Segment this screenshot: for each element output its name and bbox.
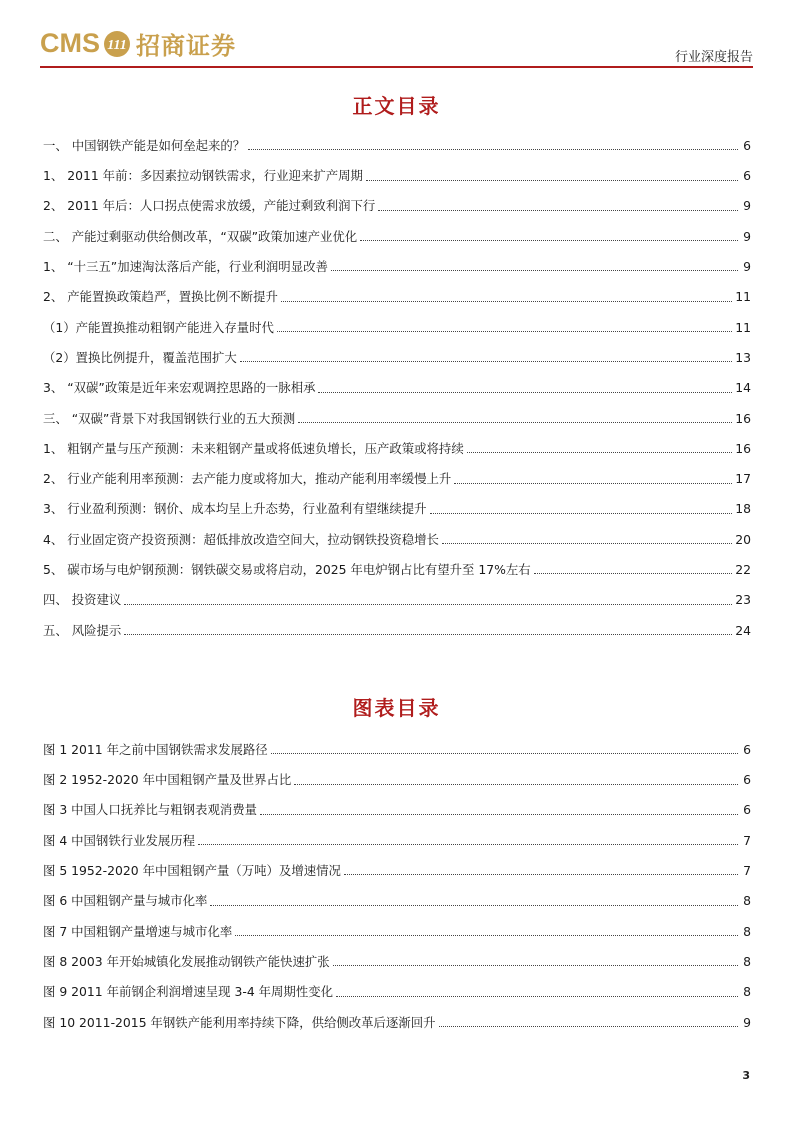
toc-entry-label: 2、 2011 年后：人口拐点使需求放缓，产能过剩致利润下行 <box>43 198 376 214</box>
dot-leader <box>467 451 733 453</box>
figure-toc-entry-label: 图 1 2011 年之前中国钢铁需求发展路径 <box>43 741 268 757</box>
dot-leader <box>333 964 738 966</box>
toc-entry-page: 22 <box>735 562 751 578</box>
toc-entry-label: 2、 行业产能利用率预测：去产能力度或将加大，推动产能利用率缓慢上升 <box>43 471 452 487</box>
toc-entry[interactable] <box>43 185 751 215</box>
dot-leader <box>294 783 738 785</box>
toc-entry-label: 1、 “十三五”加速淘汰落后产能，行业利润明显改善 <box>43 259 328 275</box>
page-header <box>0 0 793 70</box>
company-logo <box>40 26 236 61</box>
toc-entry[interactable] <box>43 488 751 518</box>
toc-entry-label: 三、 “双碳”背景下对我国钢铁行业的五大预测 <box>43 410 296 426</box>
toc-entry[interactable] <box>43 245 751 275</box>
toc-entry[interactable] <box>43 609 751 639</box>
toc-entry-page: 9 <box>743 228 751 244</box>
figure-toc-entry[interactable] <box>43 849 751 879</box>
figure-toc-entry-page: 7 <box>743 863 751 879</box>
figure-toc-entry-page: 8 <box>743 893 751 909</box>
figure-toc-entry-page: 6 <box>743 802 751 818</box>
figure-toc-entry-page: 8 <box>743 923 751 939</box>
toc-entry-label: 一、 中国钢铁产能是如何垒起来的？ <box>43 137 246 153</box>
toc-entry[interactable] <box>43 215 751 245</box>
toc-entry-page: 23 <box>735 592 751 608</box>
main-toc-list <box>43 124 751 639</box>
toc-entry-page: 9 <box>743 198 751 214</box>
dot-leader <box>534 572 733 574</box>
toc-entry-label: 5、 碳市场与电炉钢预测：钢铁碳交易或将启动，2025 年电炉钢占比有望升至 17%左右 <box>43 562 531 578</box>
toc-entry[interactable] <box>43 366 751 396</box>
dot-leader <box>260 813 738 815</box>
toc-entry-page: 11 <box>735 289 751 305</box>
dot-leader <box>198 843 738 845</box>
toc-entry-page: 9 <box>743 259 751 275</box>
figure-toc-entry[interactable] <box>43 819 751 849</box>
logo-badge-icon <box>103 30 131 58</box>
toc-entry-label: 3、 行业盈利预测：钢价、成本均呈上升态势，行业盈利有望继续提升 <box>43 501 427 517</box>
dot-leader <box>124 603 732 605</box>
figure-toc-entry-label: 图 9 2011 年前钢企利润增速呈现 3-4 年周期性变化 <box>43 984 333 1000</box>
figure-toc-entry-page: 7 <box>743 832 751 848</box>
figure-toc-entry-page: 6 <box>743 741 751 757</box>
figure-toc-entry[interactable] <box>43 1001 751 1031</box>
figure-toc-entry[interactable] <box>43 940 751 970</box>
dot-leader <box>336 995 738 997</box>
figure-toc-entry[interactable] <box>43 758 751 788</box>
toc-entry-page: 18 <box>735 501 751 517</box>
figure-toc-entry[interactable] <box>43 910 751 940</box>
toc-entry-label: 2、 产能置换政策趋严，置换比例不断提升 <box>43 289 278 305</box>
toc-entry-page: 6 <box>743 137 751 153</box>
svg-text:111: 111 <box>107 37 127 53</box>
toc-entry-page: 16 <box>735 440 751 456</box>
toc-entry-label: （2）置换比例提升，覆盖范围扩大 <box>43 349 237 365</box>
toc-entry[interactable] <box>43 275 751 305</box>
toc-entry-page: 16 <box>735 410 751 426</box>
figure-toc-entry-label: 图 7 中国粗钢产量增速与城市化率 <box>43 923 233 939</box>
header-divider <box>40 66 753 68</box>
dot-leader <box>240 360 732 362</box>
figure-toc-entry-label: 图 8 2003 年开始城镇化发展推动钢铁产能快速扩张 <box>43 953 330 969</box>
toc-entry-page: 24 <box>735 622 751 638</box>
toc-entry[interactable] <box>43 578 751 608</box>
toc-entry-label: 3、 “双碳”政策是近年来宏观调控思路的一脉相承 <box>43 380 316 396</box>
figure-toc-entry[interactable] <box>43 789 751 819</box>
figure-toc-entry-label: 图 6 中国粗钢产量与城市化率 <box>43 893 208 909</box>
report-type-label: 行业深度报告 <box>674 50 753 65</box>
toc-entry-label: （1）产能置换推动粗钢产能进入存量时代 <box>43 319 274 335</box>
dot-leader <box>318 391 732 393</box>
dot-leader <box>235 934 738 936</box>
toc-entry[interactable] <box>43 306 751 336</box>
figure-toc-entry[interactable] <box>43 970 751 1000</box>
figure-toc-entry-label: 图 2 1952-2020 年中国粗钢产量及世界占比 <box>43 772 292 788</box>
toc-entry[interactable] <box>43 124 751 154</box>
toc-entry[interactable] <box>43 457 751 487</box>
logo-latin-text: CMS <box>40 28 100 58</box>
toc-entry-label: 1、 粗钢产量与压产预测：未来粗钢产量或将低速负增长，压产政策或将持续 <box>43 440 464 456</box>
dot-leader <box>430 512 733 514</box>
toc-entry-page: 17 <box>735 471 751 487</box>
toc-entry-page: 13 <box>735 349 751 365</box>
dot-leader <box>248 148 738 150</box>
dot-leader <box>277 330 732 332</box>
figure-toc-entry[interactable] <box>43 728 751 758</box>
toc-entry-label: 二、 产能过剩驱动供给侧改革，“双碳”政策加速产业优化 <box>43 228 358 244</box>
figure-toc-title: 图表目录 <box>352 696 441 720</box>
toc-entry-label: 4、 行业固定资产投资预测：超低排放改造空间大，拉动钢铁投资稳增长 <box>43 531 439 547</box>
toc-entry-page: 20 <box>735 531 751 547</box>
toc-entry[interactable] <box>43 154 751 184</box>
figure-toc-entry-label: 图 3 中国人口抚养比与粗钢表观消费量 <box>43 802 258 818</box>
toc-entry[interactable] <box>43 518 751 548</box>
figure-toc-entry-label: 图 5 1952-2020 年中国粗钢产量（万吨）及增速情况 <box>43 863 341 879</box>
page-number: 3 <box>742 1069 750 1082</box>
figure-toc-entry-page: 8 <box>743 953 751 969</box>
dot-leader <box>360 239 738 241</box>
dot-leader <box>378 209 738 211</box>
toc-entry[interactable] <box>43 336 751 366</box>
dot-leader <box>331 269 738 271</box>
dot-leader <box>210 904 738 906</box>
dot-leader <box>344 873 738 875</box>
figure-toc-entry-label: 图 4 中国钢铁行业发展历程 <box>43 832 196 848</box>
toc-entry[interactable] <box>43 548 751 578</box>
figure-toc-entry[interactable] <box>43 879 751 909</box>
dot-leader <box>442 542 732 544</box>
toc-entry-page: 6 <box>743 168 751 184</box>
figure-toc-entry-page: 9 <box>743 1014 751 1030</box>
toc-entry-page: 11 <box>735 319 751 335</box>
dot-leader <box>281 300 732 302</box>
figure-toc-entry-page: 8 <box>743 984 751 1000</box>
dot-leader <box>439 1025 739 1027</box>
toc-entry-label: 1、 2011 年前：多因素拉动钢铁需求，行业迎来扩产周期 <box>43 168 363 184</box>
main-toc-title: 正文目录 <box>352 94 441 118</box>
logo-chinese-text: 招商证券 <box>136 31 236 60</box>
figure-toc-entry-label: 图 10 2011-2015 年钢铁产能利用率持续下降，供给侧改革后逐渐回升 <box>43 1014 436 1030</box>
toc-entry[interactable] <box>43 397 751 427</box>
toc-entry-label: 五、 风险提示 <box>43 622 122 638</box>
dot-leader <box>124 633 732 635</box>
dot-leader <box>366 179 738 181</box>
toc-entry-page: 14 <box>735 380 751 396</box>
toc-entry-label: 四、 投资建议 <box>43 592 122 608</box>
toc-entry[interactable] <box>43 427 751 457</box>
figure-toc-entry-page: 6 <box>743 772 751 788</box>
dot-leader <box>298 421 732 423</box>
dot-leader <box>271 752 738 754</box>
figure-toc-list <box>43 728 751 1031</box>
dot-leader <box>454 482 732 484</box>
